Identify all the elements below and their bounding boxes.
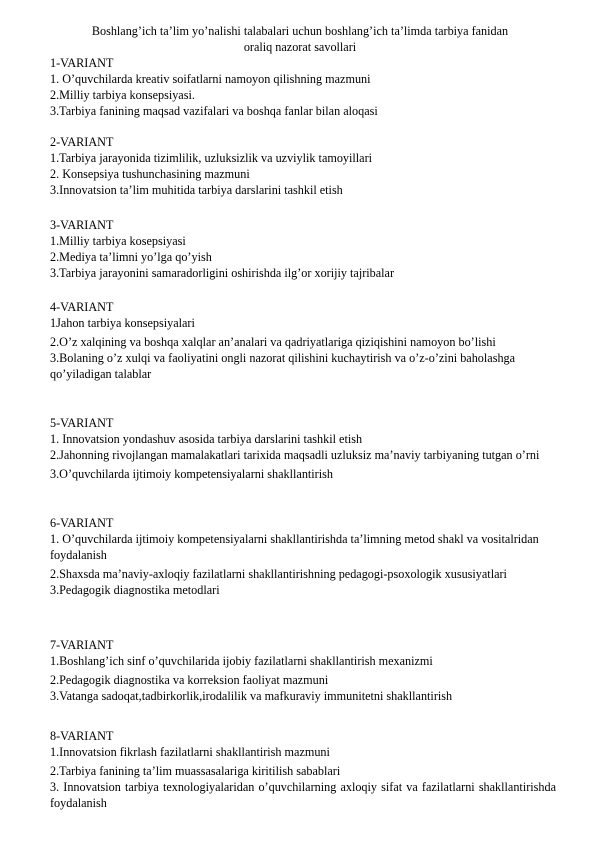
variant-heading: 1-VARIANT xyxy=(50,56,114,70)
question-3: 3.Tarbiya jarayonini samaradorligini oshirishda ilg’or xorijiy tajribalar xyxy=(50,266,395,280)
question-3: 3.Innovatsion ta’lim muhitida tarbiya darslarini tashkil etish xyxy=(50,183,343,197)
question-3: 3.Tarbiya fanining maqsad vazifalari va boshqa fanlar bilan aloqasi xyxy=(50,104,378,118)
question-2: 2.Shaxsda ma’naviy-axloqiy fazilatlarni shakllantirishning pedagogi-psoxologik xususiyatlari xyxy=(50,567,507,581)
variant-heading: 2-VARIANT xyxy=(50,135,114,149)
variant-4 xyxy=(50,299,556,382)
variant-1 xyxy=(50,55,556,119)
question-1: 1.Boshlang’ich sinf o’quvchilarida ijobiy fazilatlarni shakllantirish mexanizmi xyxy=(50,654,433,668)
variant-heading: 6-VARIANT xyxy=(50,516,114,530)
variant-8 xyxy=(50,728,556,811)
document-title xyxy=(40,23,560,55)
question-2: 2. Konsepsiya tushunchasining mazmuni xyxy=(50,167,250,181)
question-2: 2.Milliy tarbiya konsepsiyasi. xyxy=(50,88,195,102)
question-1: 1.Innovatsion fikrlash fazilatlarni shakllantirish mazmuni xyxy=(50,745,330,759)
variant-7 xyxy=(50,637,556,704)
question-2: 2.Pedagogik diagnostika va korreksion faoliyat mazmuni xyxy=(50,673,329,687)
variant-6 xyxy=(50,515,556,598)
question-2: 2.Jahonning rivojlangan mamalakatlari tarixida maqsadli uzluksiz ma’naviy tarbiyaning tutgan o’rni xyxy=(50,448,540,462)
title-line-2: oraliq nazorat savollari xyxy=(243,40,357,54)
question-1: 1. O’quvchilarda ijtimoiy kompetensiyalarni shakllantirishda ta’limning metod shakl va vositalridan foydalanish xyxy=(50,532,539,562)
title-line-1: Boshlang’ich ta’lim yo’nalishi talabalari uchun boshlang’ich ta’limda tarbiya fanidan xyxy=(91,24,509,38)
question-1: 1.Milliy tarbiya kosepsiyasi xyxy=(50,234,186,248)
question-3: 3.Bolaning o’z xulqi va faoliyatini ongli nazorat qilishini kuchaytirish va o’z-o’zini baholashga qo’yiladigan talablar xyxy=(50,351,516,381)
question-3: 3.Pedagogik diagnostika metodlari xyxy=(50,583,220,597)
question-1: 1. O’quvchilarda kreativ soifatlarni namoyon qilishning mazmuni xyxy=(50,72,371,86)
question-2: 2.Tarbiya fanining ta’lim muassasalariga kiritilish sabablari xyxy=(50,764,341,778)
variant-heading: 4-VARIANT xyxy=(50,300,114,314)
question-1: 1.Tarbiya jarayonida tizimlilik, uzluksizlik va uzviylik tamoyillari xyxy=(50,151,373,165)
question-2: 2.Mediya ta’limni yo’lga qo’yish xyxy=(50,250,212,264)
variant-heading: 5-VARIANT xyxy=(50,416,114,430)
variant-heading: 8-VARIANT xyxy=(50,729,114,743)
variant-3 xyxy=(50,217,556,281)
variant-2 xyxy=(50,134,556,198)
question-3: 3.O’quvchilarda ijtimoiy kompetensiyalarni shakllantirish xyxy=(50,467,333,481)
variant-heading: 3-VARIANT xyxy=(50,218,114,232)
question-3: 3.Vatanga sadoqat,tadbirkorlik,irodalilik va mafkuraviy immunitetni shakllantirish xyxy=(50,689,453,703)
question-1: 1Jahon tarbiya konsepsiyalari xyxy=(50,316,195,330)
variant-5 xyxy=(50,415,556,482)
question-2: 2.O’z xalqining va boshqa xalqlar an’analari va qadriyatlariga qiziqishini namoyon bo’lishi xyxy=(50,335,496,349)
question-1: 1. Innovatsion yondashuv asosida tarbiya darslarini tashkil etish xyxy=(50,432,363,446)
variant-heading: 7-VARIANT xyxy=(50,638,114,652)
question-3: 3. Innovatsion tarbiya texnologiyalaridan o’quvchilarning axloqiy sifat va fazilatlarni shakllantirishda foydalanish xyxy=(50,780,556,810)
